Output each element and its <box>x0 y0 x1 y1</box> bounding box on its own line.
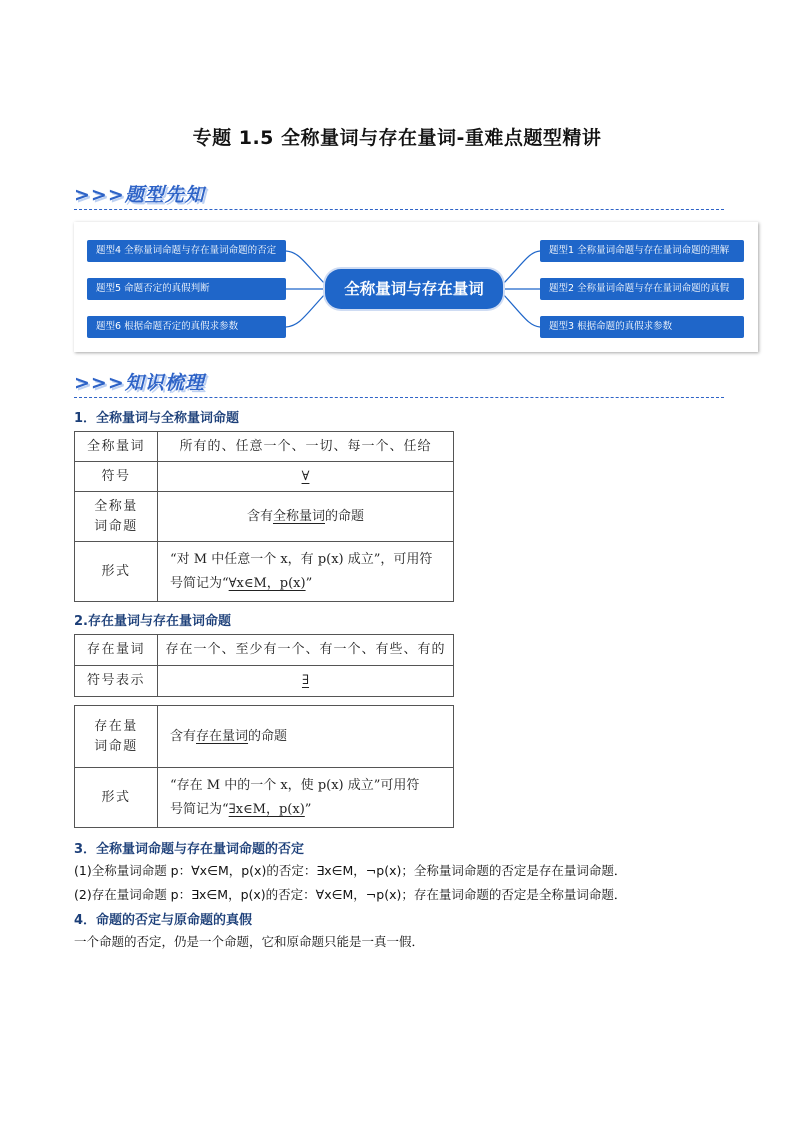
table-label: 符号表示 <box>75 666 158 697</box>
table-label-line: 词命题 <box>94 738 138 754</box>
table-label-line: 全称量 <box>94 498 138 514</box>
mindmap-node-left-3: 题型6 根据命题否定的真假求参数 <box>87 316 286 338</box>
form-line: “对 M 中任意一个 x，有 p(x) 成立”，可用符 <box>170 551 433 567</box>
table-row <box>75 768 454 828</box>
truth-paragraph: 一个命题的否定，仍是一个命题，它和原命题只能是一真一假． <box>74 934 425 949</box>
table-row <box>75 462 454 492</box>
table-label: 全称量词 <box>75 432 158 462</box>
table-value <box>158 706 454 768</box>
table-row <box>75 635 454 666</box>
value-underlined: 全称量词 <box>272 508 325 524</box>
section-heading-4: 4．命题的否定与原命题的真假 <box>74 913 253 928</box>
table-label: 形式 <box>75 542 158 602</box>
value-text: ” <box>304 801 312 817</box>
mindmap-node-right-3: 题型3 根据命题的真假求参数 <box>540 316 744 338</box>
banner-text: >>>知识梳理 <box>74 372 205 394</box>
value-text: 含有 <box>170 728 197 744</box>
table-label-line: 词命题 <box>94 518 138 534</box>
table-label-line: 存在量 <box>94 718 138 734</box>
table-value <box>158 492 454 542</box>
page-title: 专题 1.5 全称量词与存在量词-重难点题型精讲 <box>192 127 602 149</box>
table-value <box>158 768 454 828</box>
value-text: 的命题 <box>325 508 365 524</box>
form-line <box>170 572 447 596</box>
section-banner-knowledge <box>74 368 724 398</box>
section-banner-overview <box>74 180 724 210</box>
table-row <box>75 542 454 602</box>
table-value: 存在一个、至少有一个、有一个、有些、有的 <box>158 635 454 666</box>
value-text: 号简记为“ <box>170 575 229 591</box>
universal-quantifier-table <box>74 431 454 602</box>
mindmap-node-left-2: 题型5 命题否定的真假判断 <box>87 278 286 300</box>
table-value <box>158 462 454 492</box>
value-text: ” <box>305 575 313 591</box>
banner-divider <box>74 209 724 210</box>
table-row <box>75 432 454 462</box>
symbol-forall: ∀ <box>301 468 310 484</box>
symbol-exists: ∃ <box>301 673 310 688</box>
table-row <box>75 492 454 542</box>
mindmap-node-right-1: 题型1 全称量词命题与存在量词命题的理解 <box>540 240 744 262</box>
banner-text: >>>题型先知 <box>74 184 205 206</box>
existential-quantifier-table-top <box>74 634 454 697</box>
value-text: 的命题 <box>248 728 288 744</box>
table-value <box>158 542 454 602</box>
table-label: 存在量词 <box>75 635 158 666</box>
section-heading-1: 1．全称量词与全称量词命题 <box>74 411 240 426</box>
table-row <box>75 706 454 768</box>
section-heading-2: 2.存在量词与存在量词命题 <box>74 614 231 629</box>
value-text: 号简记为“ <box>170 801 229 817</box>
table-value: 所有的、任意一个、一切、每一个、任给 <box>158 432 454 462</box>
negation-line-2: (2)存在量词命题 p：∃x∈M，p(x)的否定：∀x∈M，¬p(x)；存在量词命题的否定是全称量词命题． <box>74 887 627 902</box>
existential-quantifier-table-bottom <box>74 705 454 828</box>
mindmap-node-left-1: 题型4 全称量词命题与存在量词命题的否定 <box>87 240 286 262</box>
table-value <box>158 666 454 697</box>
form-line: “存在 M 中的一个 x，使 p(x) 成立”可用符 <box>170 777 420 793</box>
table-label <box>75 706 158 768</box>
mindmap-center: 全称量词与存在量词 <box>325 269 503 309</box>
section-heading-3: 3．全称量词命题与存在量词命题的否定 <box>74 842 305 857</box>
mindmap-node-right-2: 题型2 全称量词命题与存在量词命题的真假 <box>540 278 744 300</box>
table-label <box>75 492 158 542</box>
negation-line-1: (1)全称量词命题 p：∀x∈M，p(x)的否定：∃x∈M，¬p(x)；全称量词命题的否定是存在量词命题． <box>74 863 627 878</box>
table-label: 形式 <box>75 768 158 828</box>
value-underlined: 存在量词 <box>196 728 249 744</box>
value-text: 含有 <box>246 508 273 524</box>
table-row <box>75 666 454 697</box>
banner-divider <box>74 397 724 398</box>
form-line <box>170 798 447 822</box>
table-label: 符号 <box>75 462 158 492</box>
value-underlined: ∀x∈M，p(x) <box>228 575 306 591</box>
value-underlined: ∃x∈M，p(x) <box>228 801 305 817</box>
mindmap <box>74 222 758 352</box>
